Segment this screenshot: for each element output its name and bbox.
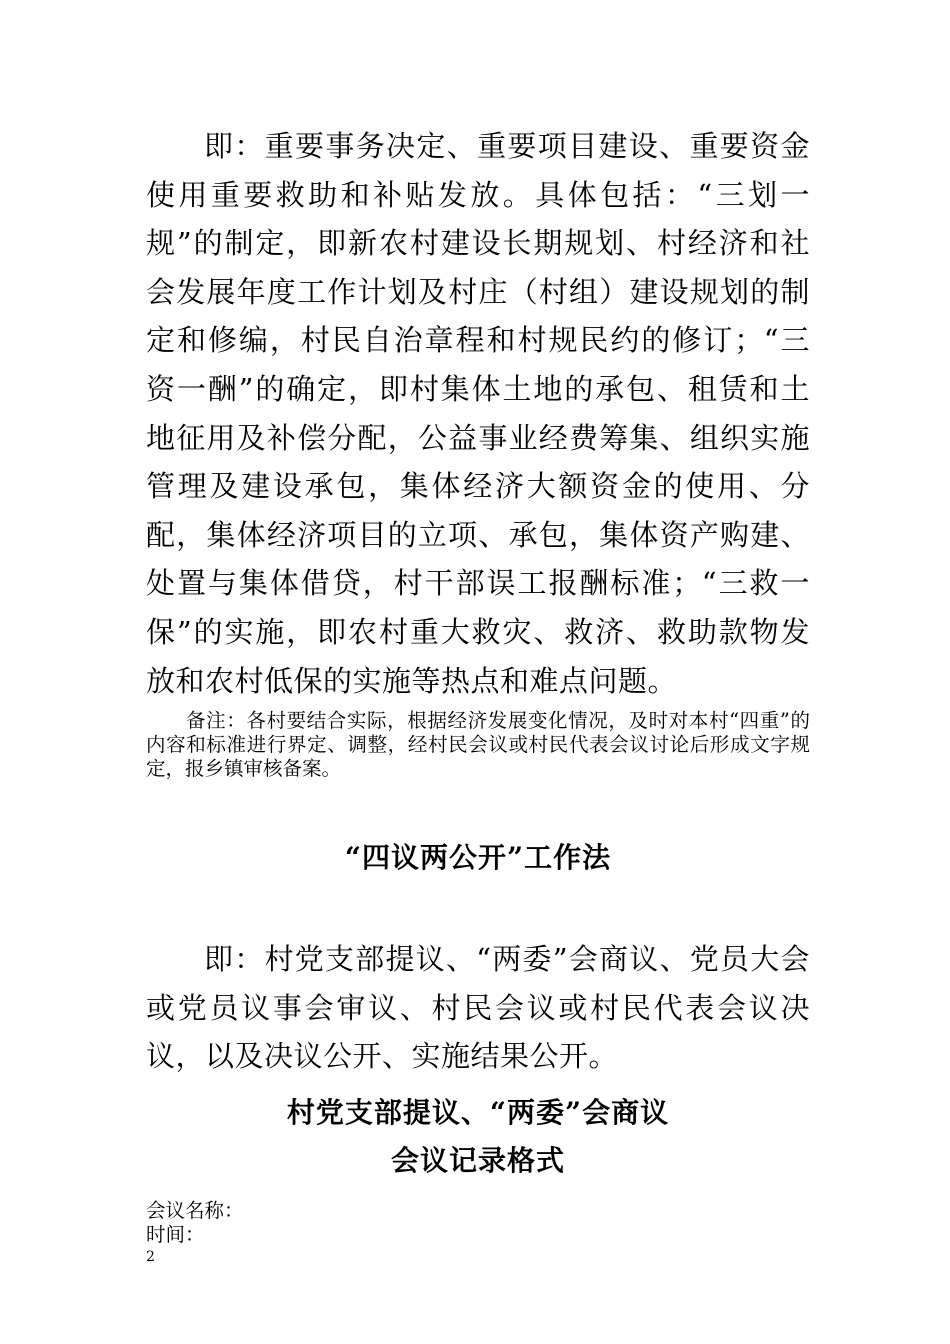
note-paragraph: 备注：各村要结合实际，根据经济发展变化情况，及时对本村“四重”的内容和标准进行界定、调整，经村民会议或村民代表会议讨论后形成文字规定，报乡镇审核备案。 <box>146 709 810 781</box>
page-number: 2 <box>146 1249 155 1265</box>
record-title-line-1: 村党支部提议、“两委”会商议 <box>286 1095 670 1129</box>
paragraph-four-important-matters: 即：重要事务决定、重要项目建设、重要资金使用重要救助和补贴发放。具体包括：“三划一规”的制定，即新农村建设长期规划、村经济和社会发展年度工作计划及村庄（村组）建设规划的制定和修编，村民自治章程和村规民约的修订；“三资一酬”的确定，即村集体土地的承包、租赁和土地征用及补偿分配，公益事业经费筹集、组织实施管理及建设承包，集体经济大额资金的使用、分配，集体经济项目的立项、承包，集体资产购建、处置与集体借贷，村干部误工报酬标准；“三救一保”的实施，即农村重大救灾、救济、救助款物发放和农村低保的实施等热点和难点问题。 <box>146 129 810 698</box>
document-page <box>146 122 810 1247</box>
field-meeting-name: 会议名称： <box>146 1198 244 1222</box>
record-title-line-2: 会议记录格式 <box>390 1143 565 1177</box>
paragraph-four-discussions-two-publics: 即：村党支部提议、“两委”会商议、党员大会或党员议事会审议、村民会议或村民代表会议决议，以及决议公开、实施结果公开。 <box>146 942 810 1074</box>
section-title: “四议两公开”工作法 <box>344 841 612 875</box>
field-time: 时间： <box>146 1222 205 1246</box>
